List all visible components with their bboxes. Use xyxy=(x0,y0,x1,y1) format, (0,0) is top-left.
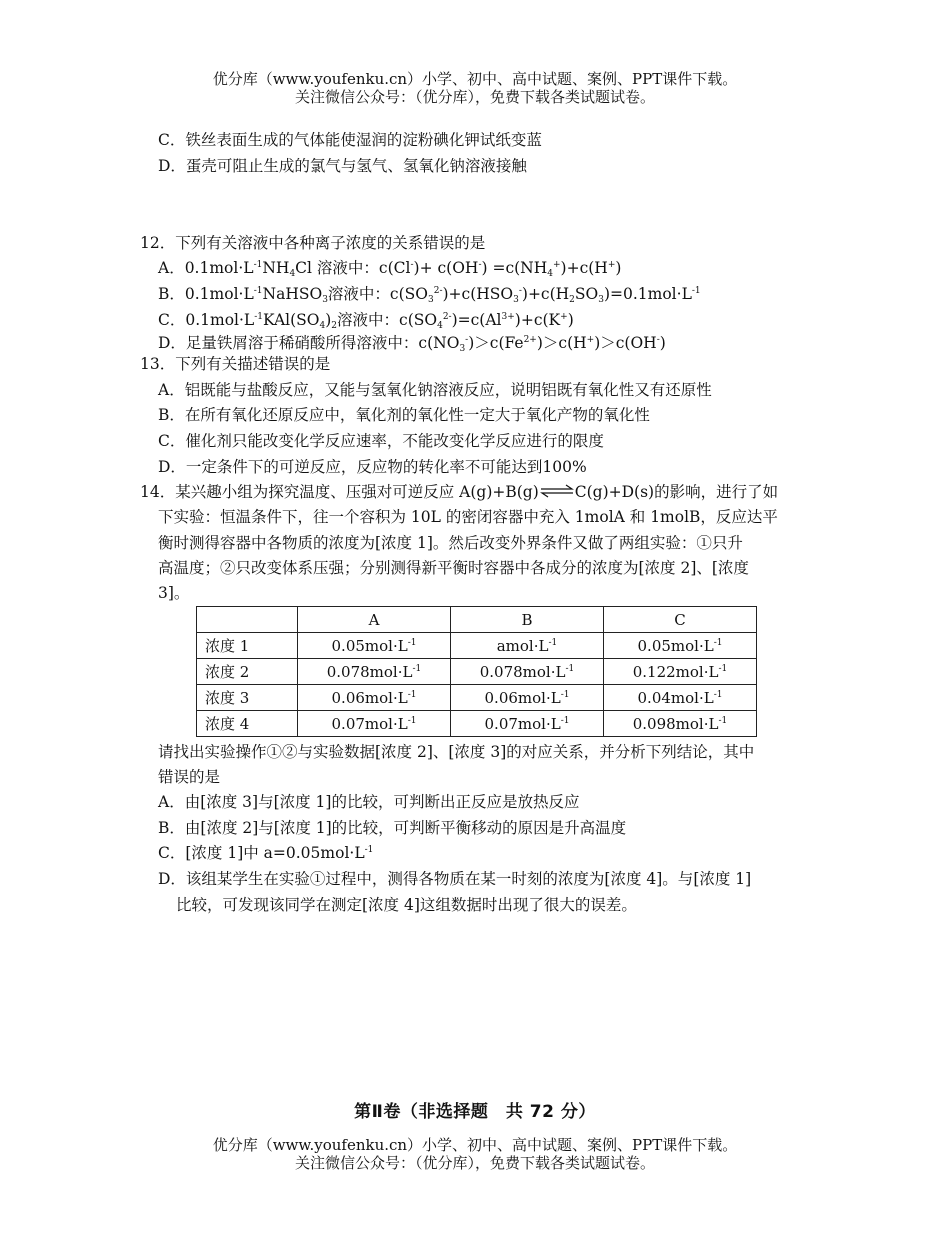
q11-option-c: C．铁丝表面生成的气体能使湿润的淀粉碘化钾试纸变蓝 xyxy=(158,131,542,149)
table-header-cell: C xyxy=(604,607,757,633)
row-label: 浓度 1 xyxy=(197,633,298,659)
q14-stem-line-3: 衡时测得容器中各物质的浓度为[浓度 1]。然后改变外界条件又做了两组实验：①只升 xyxy=(158,534,743,552)
row-label: 浓度 2 xyxy=(197,659,298,685)
table-cell: $0.06mol\cdot L^{-1}$ xyxy=(451,685,604,711)
table-row xyxy=(197,711,757,737)
footer-line-2: 关注微信公众号：（优分库），免费下载各类试题试卷。 xyxy=(294,1154,655,1172)
header-line-1: 优分库（www.youfenku.cn）小学、初中、高中试题、案例、PPT课件下载。 xyxy=(212,70,738,88)
q14-stem-line-2: 下实验：恒温条件下，往一个容积为 10L 的密闭容器中充入 1molA 和 1molB，反应达平 xyxy=(158,508,778,526)
q11-option-d: D．蛋壳可阻止生成的氯气与氢气、氢氧化钠溶液接触 xyxy=(158,157,527,175)
q14-stem-line-4: 高温度；②只改变体系压强；分别测得新平衡时容器中各成分的浓度为[浓度 2]、[浓度 xyxy=(158,559,749,577)
table-row xyxy=(197,633,757,659)
q14-option-a: A．由[浓度 3]与[浓度 1]的比较，可判断出正反应是放热反应 xyxy=(158,793,580,811)
q14-option-d-line-2: 比较，可发现该同学在测定[浓度 4]这组数据时出现了很大的误差。 xyxy=(176,896,637,914)
q12-option-b: B．$0.1mol\cdot L^{-1}NaHSO_3$溶液中：$c(SO_3^{2-})+c(HSO_3^-)+c(H_2SO_3)=0.1mol\cdot L^{-1}$ xyxy=(158,285,701,305)
table-cell: $0.07mol\cdot L^{-1}$ xyxy=(298,711,451,737)
section-2-title: 第Ⅱ卷（非选择题 共 72 分） xyxy=(354,1102,596,1122)
q14-ask-line-2: 错误的是 xyxy=(158,768,221,786)
row-label: 浓度 3 xyxy=(197,685,298,711)
table-cell: $0.078mol\cdot L^{-1}$ xyxy=(451,659,604,685)
q12-option-d: D．足量铁屑溶于稀硝酸所得溶液中：$c(NO_3^-)>c(Fe^{2+})>c(H^+)>c(OH^-)$ xyxy=(158,334,666,354)
table-cell: $0.07mol\cdot L^{-1}$ xyxy=(451,711,604,737)
concentration-table xyxy=(196,606,757,737)
table-cell: $0.04mol\cdot L^{-1}$ xyxy=(604,685,757,711)
table-cell: $amol\cdot L^{-1}$ xyxy=(451,633,604,659)
q12-option-c: C．$0.1mol\cdot L^{-1}KAl(SO_4)_2$溶液中：$c(SO_4^{2-})=c(Al^{3+})+c(K^+)$ xyxy=(158,311,574,331)
q14-stem-line-1: 14．某兴趣小组为探究温度、压强对可逆反应 A(g)+B(g) C(g)+D(s)的影响，进行了如 xyxy=(140,483,779,501)
reversible-arrow-icon xyxy=(540,483,574,497)
q14-option-c: C．[浓度 1]中 $a=0.05mol\cdot L^{-1}$ xyxy=(158,844,374,862)
header-line-2: 关注微信公众号：（优分库），免费下载各类试题试卷。 xyxy=(294,88,655,106)
q13-option-a: A．铝既能与盐酸反应，又能与氢氧化钠溶液反应，说明铝既有氧化性又有还原性 xyxy=(158,381,712,399)
q14-option-d-line-1: D．该组某学生在实验①过程中，测得各物质在某一时刻的浓度为[浓度 4]。与[浓度 1] xyxy=(158,870,752,888)
q14-stem-line-5: 3]。 xyxy=(158,584,190,602)
table-row xyxy=(197,659,757,685)
q14-ask-line-1: 请找出实验操作①②与实验数据[浓度 2]、[浓度 3]的对应关系，并分析下列结论，其中 xyxy=(158,743,755,761)
q14-option-b: B．由[浓度 2]与[浓度 1]的比较，可判断平衡移动的原因是升高温度 xyxy=(158,819,627,837)
q13-stem: 13．下列有关描述错误的是 xyxy=(140,355,331,373)
q13-option-d: D．一定条件下的可逆反应，反应物的转化率不可能达到100% xyxy=(158,458,587,476)
footer-line-1: 优分库（www.youfenku.cn）小学、初中、高中试题、案例、PPT课件下载。 xyxy=(212,1136,738,1154)
q13-option-c: C．催化剂只能改变化学反应速率，不能改变化学反应进行的限度 xyxy=(158,432,604,450)
q13-option-b: B．在所有氧化还原反应中，氧化剂的氧化性一定大于氧化产物的氧化性 xyxy=(158,406,650,424)
table-cell: $0.06mol\cdot L^{-1}$ xyxy=(298,685,451,711)
q12-option-a: A．$0.1mol\cdot L^{-1}NH_4Cl$ 溶液中：$c(Cl^-)+ c(OH^-) =c(NH_4^+)+c(H^+)$ xyxy=(158,259,622,279)
row-label: 浓度 4 xyxy=(197,711,298,737)
table-cell: $0.05mol\cdot L^{-1}$ xyxy=(604,633,757,659)
table-header-row xyxy=(197,607,757,633)
table-cell: $0.078mol\cdot L^{-1}$ xyxy=(298,659,451,685)
table-header-cell: B xyxy=(451,607,604,633)
table-header-cell xyxy=(197,607,298,633)
table-cell: $0.098mol\cdot L^{-1}$ xyxy=(604,711,757,737)
table-cell: $0.05mol\cdot L^{-1}$ xyxy=(298,633,451,659)
table-cell: $0.122mol\cdot L^{-1}$ xyxy=(604,659,757,685)
table-header-cell: A xyxy=(298,607,451,633)
table-row xyxy=(197,685,757,711)
q12-stem: 12．下列有关溶液中各种离子浓度的关系错误的是 xyxy=(140,234,486,252)
